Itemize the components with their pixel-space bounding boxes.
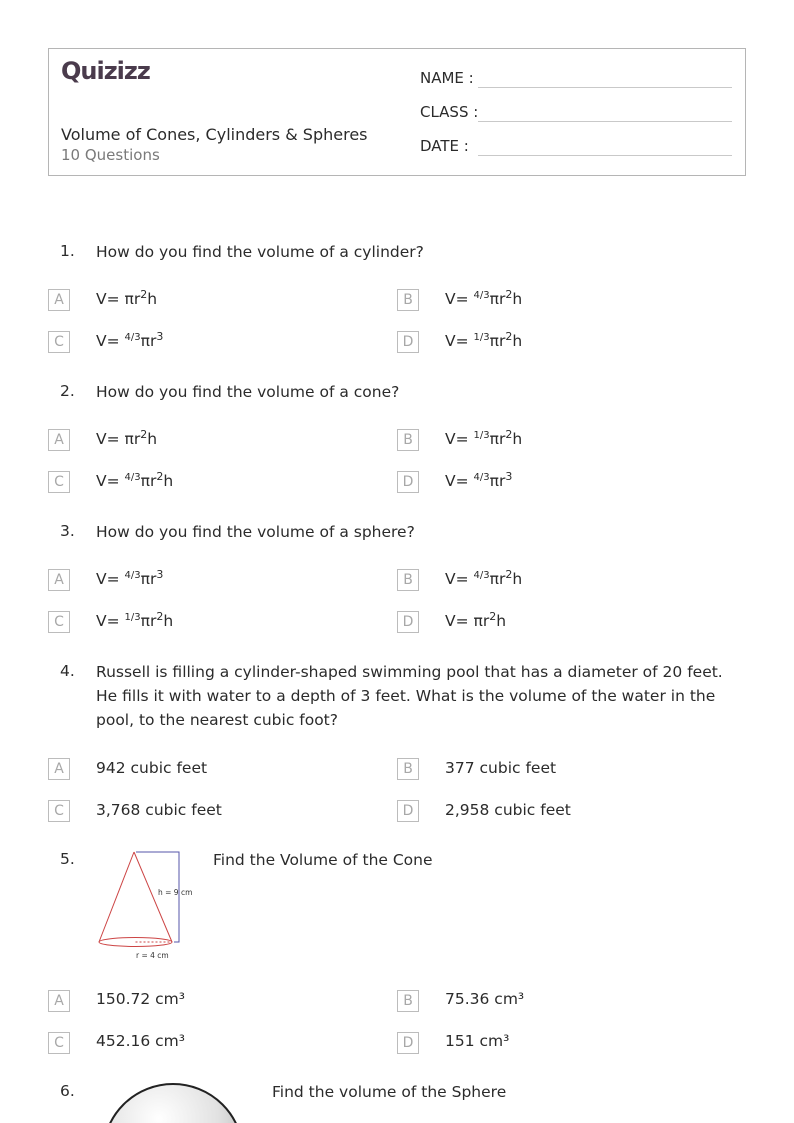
option-d-text: $V= \pi r^2h$ <box>445 609 507 630</box>
option-a-text: $V= \pi r^2h$ <box>96 287 158 308</box>
option-b-box[interactable]: B <box>397 569 419 591</box>
date-field[interactable] <box>420 137 469 155</box>
option-d-text: $V= ^{1/3}\pi r^2h$ <box>445 329 523 350</box>
option-a-text: $V= \pi r^2h$ <box>96 427 158 448</box>
option-d-text: 151 cm³ <box>445 1032 510 1050</box>
question-text: Find the volume of the Sphere <box>272 1083 507 1101</box>
option-c-box[interactable]: C <box>48 611 70 633</box>
date-line <box>478 155 732 156</box>
option-c-text: $V= ^{4/3}\pi r^2h$ <box>96 469 174 490</box>
cone-figure <box>96 848 206 964</box>
worksheet-title: Volume of Cones, Cylinders & Spheres <box>61 125 368 144</box>
option-c-text: 452.16 cm³ <box>96 1032 185 1050</box>
question-number: 3. <box>60 522 75 540</box>
question-text: How do you find the volume of a cone? <box>96 383 400 401</box>
option-d-box[interactable]: D <box>397 1032 419 1054</box>
option-a-box[interactable]: A <box>48 990 70 1012</box>
question-text: Russell is filling a cylinder-shaped swimming pool that has a diameter of 20 feet. He fills it with water to a depth of 3 feet. What is the volume of the water in the pool, to the nearest cubic foot? <box>96 663 723 729</box>
height-label: h = 9 cm <box>158 888 193 897</box>
name-field[interactable] <box>420 69 474 87</box>
option-c-box[interactable]: C <box>48 800 70 822</box>
option-b-box[interactable]: B <box>397 758 419 780</box>
worksheet-header <box>48 48 746 176</box>
sphere-figure <box>100 1080 250 1123</box>
option-b-text: 75.36 cm³ <box>445 990 525 1008</box>
option-b-text: $V= ^{4/3}\pi r^2h$ <box>445 567 523 588</box>
name-line <box>478 87 732 88</box>
question-number: 1. <box>60 242 75 260</box>
option-d-box[interactable]: D <box>397 331 419 353</box>
option-a-text: 150.72 cm³ <box>96 990 185 1008</box>
option-c-box[interactable]: C <box>48 331 70 353</box>
class-line <box>478 121 732 122</box>
option-d-box[interactable]: D <box>397 611 419 633</box>
option-d-text: 2,958 cubic feet <box>445 801 571 819</box>
question-text: How do you find the volume of a sphere? <box>96 523 415 541</box>
option-a-box[interactable]: A <box>48 289 70 311</box>
option-c-text: $V= ^{4/3}\pi r^3$ <box>96 329 164 350</box>
question-number: 2. <box>60 382 75 400</box>
option-a-box[interactable]: A <box>48 758 70 780</box>
question-text: Find the Volume of the Cone <box>213 851 433 869</box>
question-text: How do you find the volume of a cylinder? <box>96 243 424 261</box>
height-bracket <box>136 852 179 942</box>
option-b-text: 377 cubic feet <box>445 759 557 777</box>
option-c-text: 3,768 cubic feet <box>96 801 222 819</box>
quizizz-logo: Quizizz <box>61 57 150 85</box>
question-count: 10 Questions <box>61 146 160 164</box>
cone-left-edge <box>99 852 134 942</box>
sphere-shape <box>103 1084 243 1123</box>
class-label: CLASS : <box>420 103 479 121</box>
name-label: NAME : <box>420 69 474 87</box>
class-field[interactable] <box>420 103 478 121</box>
option-a-box[interactable]: A <box>48 569 70 591</box>
question-number: 4. <box>60 662 75 680</box>
question-number: 5. <box>60 850 75 868</box>
date-label: DATE : <box>420 137 469 155</box>
option-c-box[interactable]: C <box>48 1032 70 1054</box>
option-b-box[interactable]: B <box>397 429 419 451</box>
option-c-box[interactable]: C <box>48 471 70 493</box>
option-b-text: $V= ^{4/3}\pi r^2h$ <box>445 287 523 308</box>
option-a-box[interactable]: A <box>48 429 70 451</box>
option-b-text: $V= ^{1/3}\pi r^2h$ <box>445 427 523 448</box>
option-b-box[interactable]: B <box>397 990 419 1012</box>
cone-right-edge <box>134 852 172 942</box>
option-a-text: $V= ^{4/3}\pi r^3$ <box>96 567 164 588</box>
radius-label: r = 4 cm <box>136 951 169 960</box>
option-b-box[interactable]: B <box>397 289 419 311</box>
option-c-text: $V= ^{1/3}\pi r^2h$ <box>96 609 174 630</box>
option-a-text: 942 cubic feet <box>96 759 208 777</box>
option-d-text: $V= ^{4/3}\pi r^3$ <box>445 469 513 490</box>
option-d-box[interactable]: D <box>397 471 419 493</box>
question-number: 6. <box>60 1082 75 1100</box>
option-d-box[interactable]: D <box>397 800 419 822</box>
